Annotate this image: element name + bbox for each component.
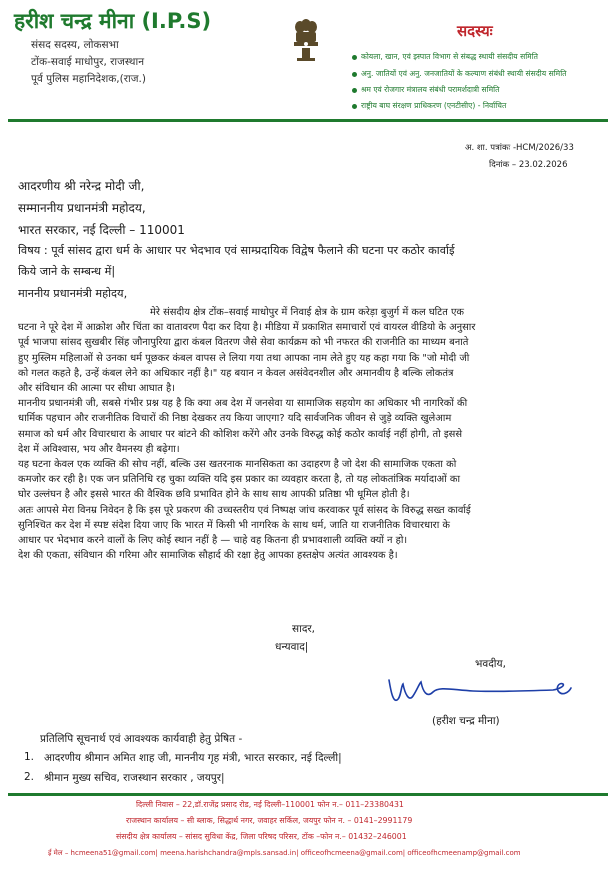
committee-label: राष्ट्रीय बाघ संरक्षण प्राधिकरण (एनटीसीए) - निर्वाचित bbox=[361, 101, 507, 110]
letter-body bbox=[18, 305, 603, 563]
bullet-icon bbox=[352, 55, 357, 60]
letterhead-line-3: पूर्व पुलिस महानिदेशक,(राज.) bbox=[31, 73, 146, 85]
signatory-name: (हरीश चन्द्र मीना) bbox=[432, 715, 500, 727]
committee-label: अनु. जातियों एवं अनु. जनजातियों के कल्याण संबंधी स्थायी संसदीय समिति bbox=[361, 69, 567, 78]
body-line: हुए मुस्लिम महिलाओं से उनका धर्म पूछकर कंबल वापस ले लिया गया तथा आपका नाम लेते हुए यह कहा गया कि "जो मोदी जी bbox=[18, 352, 470, 364]
bullet-icon bbox=[352, 88, 357, 93]
closing-regards: सादर, bbox=[292, 623, 316, 635]
national-emblem-icon bbox=[291, 18, 321, 66]
body-line: आधार पर भेदभाव करने वालों के लिए कोई स्थान नहीं है — चाहे वह कितना ही प्रभावशाली व्यक्ति क्यों न हो। bbox=[18, 535, 408, 547]
subject-line-continued: किये जाने के सम्बन्ध में| bbox=[18, 265, 116, 278]
body-line: यह घटना केवल एक व्यक्ति की सोच नहीं, बल्कि उस खतरनाक मानसिकता का उदाहरण है जो देश की सामाजिक एकता को bbox=[18, 459, 457, 471]
closing-thanks: धन्यवाद| bbox=[275, 641, 309, 653]
copy-item-number: 2. bbox=[24, 771, 35, 783]
body-line: माननीय प्रधानमंत्री जी, सबसे गंभीर प्रश्न यह है कि क्या अब देश में जनसेवा या सामाजिक सहयोग का अधिकार भी नागरिकों की bbox=[18, 398, 468, 410]
addressee-name: आदरणीय श्री नरेन्द्र मोदी जी, bbox=[18, 179, 145, 193]
footer-constituency-office: संसदीय क्षेत्र कार्यालय – सांसद सुविधा केंद्र, जिला परिषद परिसर, टोंक –फोन न.– 01432–246001 bbox=[116, 832, 407, 841]
body-line: अतः आपसे मेरा विनम्र निवेदन है कि इस पूरे प्रकरण की उच्चस्तरीय एवं निष्पक्ष जांच करवाकर पूर्व सांसद के विरुद्ध सख्त कार्वाई bbox=[18, 504, 471, 516]
letter-date: दिनांक – 23.02.2026 bbox=[489, 160, 568, 170]
copy-item: आदरणीय श्रीमान अमित शाह जी, माननीय गृह मंत्री, भारत सरकार, नई दिल्ली| bbox=[44, 752, 342, 764]
committee-label: श्रम एवं रोजगार मंत्रालय संबंधी परामर्शदात्री समिति bbox=[361, 85, 500, 94]
copy-item-number: 1. bbox=[24, 751, 35, 763]
subject-line: विषय : पूर्व सांसद द्वारा धर्म के आधार पर भेदभाव एवं साम्प्रदायिक विद्वेष फैलाने की घटना पर कठोर कार्वाई bbox=[18, 244, 455, 257]
body-line: देश की एकता, संविधान की गरिमा और सामाजिक सौहार्द की रक्षा हेतु आपका हस्तक्षेप अत्यंत आवश्यक है। bbox=[18, 550, 398, 562]
bullet-icon bbox=[352, 104, 357, 109]
committee-item bbox=[352, 101, 506, 111]
header-divider bbox=[8, 119, 608, 122]
body-line: और संविधान की आत्मा पर सीधा आघात है। bbox=[18, 383, 176, 395]
addressee-title: सम्माननीय प्रधानमंत्री महोदय, bbox=[18, 201, 146, 215]
salutation: माननीय प्रधानमंत्री महोदय, bbox=[18, 287, 128, 300]
letterhead-line-1: संसद सदस्य, लोकसभा bbox=[31, 39, 119, 51]
footer-rajasthan-office: राजस्थान कार्यालय – सी ब्लाक, सिद्धार्थ नगर, जवाहर सर्किल, जयपुर फोन न. – 0141–2991179 bbox=[126, 816, 413, 825]
bullet-icon bbox=[352, 72, 357, 77]
body-line: घटना ने पूरे देश में आक्रोश और चिंता का वातावरण पैदा कर दिया है। मीडिया में प्रकाशित समाचारों एवं वायरल वीडियो के अनुसार bbox=[18, 322, 476, 334]
copy-heading: प्रतिलिपि सूचनार्थ एवं आवश्यक कार्यवाही हेतु प्रेषित - bbox=[40, 733, 243, 745]
copy-item: श्रीमान मुख्य सचिव, राजस्थान सरकार , जयपुर| bbox=[44, 772, 225, 784]
closing-yours: भवदीय, bbox=[475, 658, 506, 670]
body-line: मेरे संसदीय क्षेत्र टोंक–सवाई माधोपुर में निवाई क्षेत्र के ग्राम करेड़ा बुजुर्ग में कल घटित एक bbox=[150, 307, 465, 318]
body-line: घोर उल्लंघन है और इससे भारत की वैश्विक छवि प्रभावित होने के साथ साथ आपकी प्रतिष्ठा भी धूमिल होती है। bbox=[18, 489, 410, 501]
committee-item bbox=[352, 69, 567, 79]
addressee-location: भारत सरकार, नई दिल्ली – 110001 bbox=[18, 223, 185, 237]
members-title: सदस्यः bbox=[457, 22, 493, 40]
body-line: देश में अविश्वास, भय और वैमनस्य ही बढ़ेगा। bbox=[18, 443, 180, 455]
body-line: सुनिश्चित कर देश में स्पष्ट संदेश दिया जाए कि भारत में किसी भी नागरिक के साथ धर्म, जाति या राजनीतिक विचारधारा के bbox=[18, 519, 450, 531]
letterhead-line-2: टोंक-सवाई माधोपुर, राजस्थान bbox=[31, 56, 145, 68]
body-line: पूर्व भाजपा सांसद सुखबीर सिंह जौनापुरिया द्वारा कंबल वितरण जैसे सेवा कार्यक्रम को भी नफरत की राजनीति का माध्यम बनाते bbox=[18, 337, 469, 349]
footer-emails: ई मेल – hcmeena51@gmail.com| meena.harishchandra@mpls.sansad.in| officeofhcmeena@gmail.com| officeofhcmeenamp@gmail.com bbox=[48, 849, 521, 857]
body-line: समाज को धर्म और विचारधारा के आधार पर बांटने की कोशिश करेंगे और उनके विरुद्ध कोई कठोर कार्वाई नहीं होगी, तो इससे bbox=[18, 428, 463, 440]
body-line: धार्मिक पहचान और राजनीतिक विचारों की निष्ठा देखकर तय किया जाएगा? यदि सार्वजनिक जीवन से जुड़े व्यक्ति खुलेआम bbox=[18, 413, 452, 425]
committee-item bbox=[352, 85, 499, 95]
committee-item bbox=[352, 52, 538, 62]
footer-delhi-address: दिल्ली निवास – 22,डॉ.राजेंद्र प्रसाद रोड, नई दिल्ली–110001 फोन न.– 011–23380431 bbox=[136, 800, 404, 809]
body-line: को गलत कहते है, उन्हें कंबल लेने का अधिकार नहीं है।" यह बयान न केवल असंवेदनशील और अमानवीय है बल्कि लोकतंत्र bbox=[18, 367, 454, 379]
body-line: कमजोर कर रही है। एक जन प्रतिनिधि रह चुका व्यक्ति यदि इस प्रकार का व्यवहार करता है, तो यह लोकतांत्रिक मर्यादाओं का bbox=[18, 474, 461, 486]
reference-number: अ. शा. पत्रांकः -HCM/2026/33 bbox=[465, 143, 574, 153]
committee-label: कोयला, खान, एवं इस्पात विभाग से संबद्ध स्थायी संसदीय समिति bbox=[361, 52, 539, 61]
letterhead-name: हरीश चन्द्र मीना (I.P.S) bbox=[14, 9, 212, 33]
signature-icon bbox=[383, 672, 573, 712]
footer-divider bbox=[8, 793, 608, 796]
